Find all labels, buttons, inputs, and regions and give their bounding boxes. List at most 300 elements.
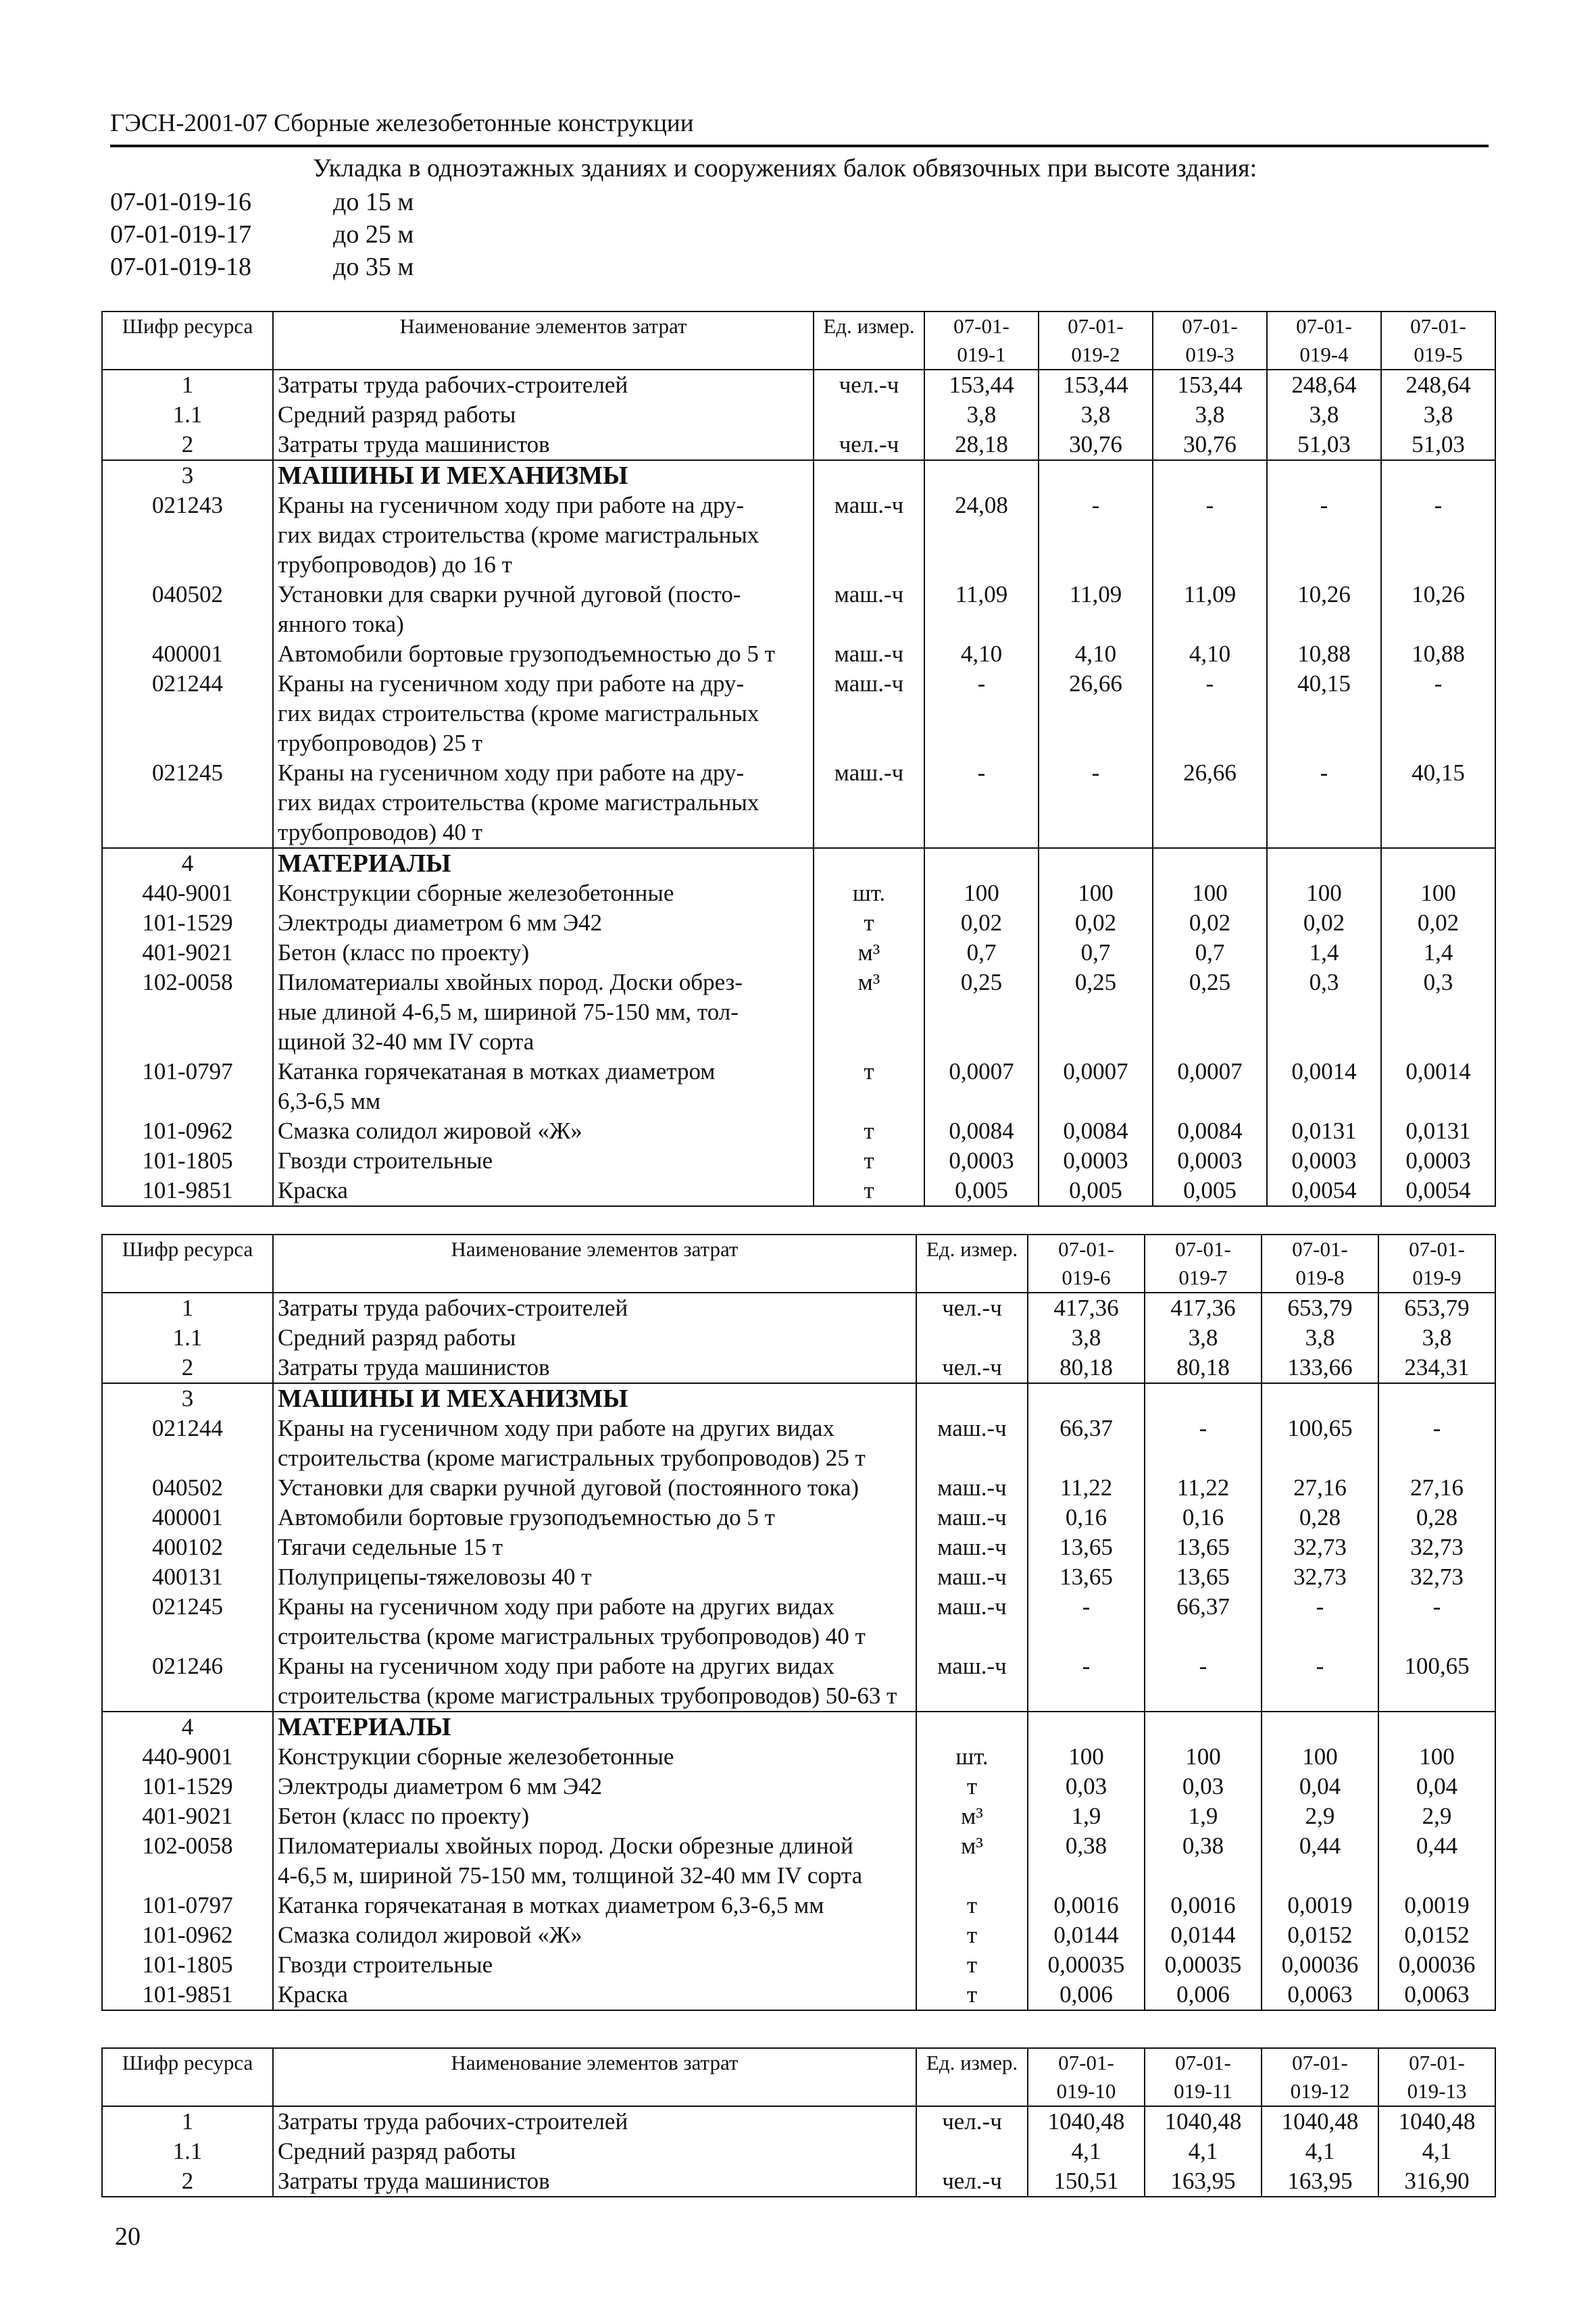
resource-code: 401-9021 xyxy=(102,938,273,968)
cost-element-line: Конструкции сборные железобетонные xyxy=(278,1743,674,1770)
resource-code: 1.1 xyxy=(102,400,273,430)
section-title xyxy=(273,1383,916,1414)
table-header-row xyxy=(102,1235,1495,1293)
value-cell: 100 xyxy=(1153,878,1267,908)
resource-code: 1 xyxy=(102,1293,273,1323)
unit-cell xyxy=(814,848,924,878)
table-row xyxy=(102,491,1495,580)
table-row xyxy=(102,2137,1495,2166)
cost-element-name xyxy=(273,1950,916,1980)
value-cell xyxy=(1153,848,1267,878)
value-cell: 3,8 xyxy=(1039,400,1153,430)
value-cell: 4,1 xyxy=(1145,2137,1262,2166)
resource-code: 101-1529 xyxy=(102,908,273,938)
value-cell: 0,04 xyxy=(1378,1772,1495,1801)
value-cell: 1040,48 xyxy=(1262,2106,1378,2137)
cost-element-line: Смазка солидол жировой «Ж» xyxy=(278,1118,582,1144)
unit-cell xyxy=(814,400,924,430)
value-cell: 1040,48 xyxy=(1028,2106,1145,2137)
column-header-norm xyxy=(1262,1235,1378,1293)
value-cell: 66,37 xyxy=(1028,1414,1145,1473)
value-cell: - xyxy=(1028,1651,1145,1712)
unit-cell: маш.-ч xyxy=(814,639,924,669)
value-cell: 40,15 xyxy=(1267,669,1381,758)
cost-element-name xyxy=(273,639,814,669)
unit-cell: шт. xyxy=(814,878,924,908)
cost-element-line: Автомобили бортовые грузоподъемностью до 5 т xyxy=(278,1504,775,1530)
document-header xyxy=(110,107,1489,147)
cost-element-line: Смазка солидол жировой «Ж» xyxy=(278,1922,582,1948)
value-cell: 0,0084 xyxy=(1153,1116,1267,1146)
unit-cell: чел.-ч xyxy=(814,430,924,460)
value-cell: 3,8 xyxy=(1381,400,1495,430)
column-header-line: 07-01- xyxy=(1409,2051,1465,2074)
resource-code: 3 xyxy=(102,1383,273,1414)
value-cell: 28,18 xyxy=(924,430,1039,460)
value-cell: 0,02 xyxy=(924,908,1039,938)
value-cell: 248,64 xyxy=(1381,370,1495,400)
column-header-line: 07-01- xyxy=(1410,314,1466,338)
table-row xyxy=(102,878,1495,908)
value-cell: 3,8 xyxy=(1145,1323,1262,1353)
unit-cell xyxy=(916,1712,1028,1742)
column-header-norm xyxy=(1145,2048,1262,2106)
unit-cell: шт. xyxy=(916,1742,1028,1772)
cost-element-name xyxy=(273,1503,916,1533)
cost-element-line: Средний разряд работы xyxy=(278,2138,516,2164)
resource-code: 040502 xyxy=(102,580,273,639)
cost-element-name xyxy=(273,1920,916,1950)
resource-code: 101-0962 xyxy=(102,1920,273,1950)
table-row xyxy=(102,1503,1495,1533)
value-cell: 0,006 xyxy=(1028,1980,1145,2010)
unit-cell: маш.-ч xyxy=(916,1592,1028,1651)
value-cell: 0,0003 xyxy=(1153,1146,1267,1176)
column-header-norm xyxy=(1039,312,1153,370)
unit-cell xyxy=(814,460,924,491)
value-cell: 11,09 xyxy=(1039,580,1153,639)
unit-cell: т xyxy=(916,1980,1028,2010)
unit-cell: маш.-ч xyxy=(814,580,924,639)
value-cell: 40,15 xyxy=(1381,758,1495,848)
unit-cell: маш.-ч xyxy=(814,491,924,580)
table-row xyxy=(102,1057,1495,1116)
unit-cell: м³ xyxy=(916,1831,1028,1891)
resource-code: 4 xyxy=(102,848,273,878)
column-header-line: 07-01- xyxy=(1175,1237,1231,1261)
value-cell: 10,26 xyxy=(1381,580,1495,639)
value-cell: 13,65 xyxy=(1145,1562,1262,1592)
value-cell: 0,0007 xyxy=(1153,1057,1267,1116)
cost-element-name xyxy=(273,2137,916,2166)
cost-element-line: Краны на гусеничном ходу при работе на других видах xyxy=(278,1415,834,1441)
value-cell: 0,00036 xyxy=(1262,1950,1378,1980)
value-cell: - xyxy=(1267,758,1381,848)
value-cell: 0,0131 xyxy=(1381,1116,1495,1146)
cost-element-line: гих видах строительства (кроме магистральных xyxy=(278,789,759,816)
value-cell: 133,66 xyxy=(1262,1353,1378,1383)
cost-element-name xyxy=(273,1057,814,1116)
resource-code: 2 xyxy=(102,1353,273,1383)
column-header-line: 07-01- xyxy=(1175,2051,1231,2074)
cost-element-name xyxy=(273,878,814,908)
value-cell: 0,0014 xyxy=(1381,1057,1495,1116)
value-cell: 27,16 xyxy=(1378,1473,1495,1503)
value-cell: - xyxy=(1039,491,1153,580)
unit-cell: маш.-ч xyxy=(814,758,924,848)
value-cell: 3,8 xyxy=(1028,1323,1145,1353)
cost-element-line: ные длиной 4-6,5 м, шириной 75-150 мм, тол- xyxy=(278,999,739,1025)
column-header-line: 019-4 xyxy=(1299,343,1349,366)
value-cell: 100,65 xyxy=(1262,1414,1378,1473)
value-cell: - xyxy=(924,758,1039,848)
cost-element-line: Краны на гусеничном ходу при работе на дру- xyxy=(278,760,745,786)
table-row xyxy=(102,1116,1495,1146)
norm-height-label: до 35 м xyxy=(333,253,414,281)
resource-code: 3 xyxy=(102,460,273,491)
table-row xyxy=(102,580,1495,639)
value-cell: 0,28 xyxy=(1262,1503,1378,1533)
cost-element-line: МАШИНЫ И МЕХАНИЗМЫ xyxy=(278,462,628,490)
value-cell: - xyxy=(1145,1414,1262,1473)
cost-element-line: Краны на гусеничном ходу при работе на других видах xyxy=(278,1593,834,1620)
resource-code: 021245 xyxy=(102,1592,273,1651)
column-header-cipher: Шифр ресурса xyxy=(102,2048,273,2106)
resource-code: 101-0797 xyxy=(102,1891,273,1920)
cost-element-line: Пиломатериалы хвойных пород. Доски обрез- xyxy=(278,969,743,995)
cost-element-name xyxy=(273,1742,916,1772)
cost-element-line: трубопроводов) 40 т xyxy=(278,819,482,845)
value-cell xyxy=(924,460,1039,491)
unit-cell: маш.-ч xyxy=(916,1503,1028,1533)
value-cell xyxy=(1267,460,1381,491)
value-cell: 0,006 xyxy=(1145,1980,1262,2010)
cost-element-name xyxy=(273,370,814,400)
column-header-line: 07-01- xyxy=(1292,1237,1348,1261)
value-cell: 3,8 xyxy=(1378,1323,1495,1353)
cost-element-line: Краска xyxy=(278,1177,348,1203)
value-cell: 316,90 xyxy=(1378,2166,1495,2197)
value-cell: 0,0007 xyxy=(924,1057,1039,1116)
table-row xyxy=(102,1473,1495,1503)
table-row xyxy=(102,968,1495,1057)
value-cell: 11,22 xyxy=(1028,1473,1145,1503)
value-cell: 32,73 xyxy=(1378,1533,1495,1562)
cost-element-line: Средний разряд работы xyxy=(278,1324,516,1351)
table-row xyxy=(102,669,1495,758)
column-header-line: 019-1 xyxy=(957,343,1006,366)
value-cell: 51,03 xyxy=(1381,430,1495,460)
value-cell xyxy=(1262,1383,1378,1414)
column-header-line: 07-01- xyxy=(1068,314,1124,338)
norm-code-row xyxy=(110,186,414,218)
cost-element-line: строительства (кроме магистральных трубопроводов) 40 т xyxy=(278,1623,866,1649)
value-cell: 0,38 xyxy=(1028,1831,1145,1891)
value-cell: - xyxy=(1378,1414,1495,1473)
table-row xyxy=(102,1651,1495,1712)
value-cell: 4,1 xyxy=(1378,2137,1495,2166)
cost-element-name xyxy=(273,938,814,968)
column-header-cipher: Шифр ресурса xyxy=(102,312,273,370)
value-cell: 1040,48 xyxy=(1378,2106,1495,2137)
unit-cell: т xyxy=(814,908,924,938)
value-cell: 0,02 xyxy=(1039,908,1153,938)
resource-code: 040502 xyxy=(102,1473,273,1503)
section-row xyxy=(102,1712,1495,1742)
value-cell: 32,73 xyxy=(1378,1562,1495,1592)
value-cell: 0,0063 xyxy=(1262,1980,1378,2010)
resource-code: 101-0797 xyxy=(102,1057,273,1116)
cost-element-line: Бетон (класс по проекту) xyxy=(278,939,530,966)
unit-cell: м³ xyxy=(916,1801,1028,1831)
cost-element-line: Катанка горячекатаная в мотках диаметром 6,3-6,5 мм xyxy=(278,1892,824,1918)
value-cell: 2,9 xyxy=(1378,1801,1495,1831)
cost-element-name xyxy=(273,1651,916,1712)
cost-element-name xyxy=(273,1533,916,1562)
column-header-norm xyxy=(1028,1235,1145,1293)
value-cell: - xyxy=(1378,1592,1495,1651)
value-cell xyxy=(1381,460,1495,491)
value-cell: - xyxy=(1153,491,1267,580)
resource-code: 4 xyxy=(102,1712,273,1742)
value-cell: 0,005 xyxy=(924,1176,1039,1206)
unit-cell: маш.-ч xyxy=(916,1533,1028,1562)
resource-code: 400102 xyxy=(102,1533,273,1562)
cost-element-line: Автомобили бортовые грузоподъемностью до 5 т xyxy=(278,641,775,667)
cost-element-name xyxy=(273,1146,814,1176)
resource-code: 021244 xyxy=(102,669,273,758)
unit-cell: т xyxy=(814,1057,924,1116)
cost-element-name xyxy=(273,2166,916,2197)
column-header-line: 07-01- xyxy=(1182,314,1238,338)
cost-element-line: Затраты труда рабочих-строителей xyxy=(278,2108,628,2135)
value-cell: 150,51 xyxy=(1028,2166,1145,2197)
value-cell: 10,88 xyxy=(1267,639,1381,669)
value-cell: - xyxy=(1381,669,1495,758)
column-header-line: 07-01- xyxy=(1296,314,1352,338)
value-cell: 0,02 xyxy=(1267,908,1381,938)
column-header-norm xyxy=(1028,2048,1145,2106)
cost-element-name xyxy=(273,491,814,580)
resource-code: 101-1805 xyxy=(102,1146,273,1176)
cost-element-line: Затраты труда машинистов xyxy=(278,1354,550,1380)
unit-cell: чел.-ч xyxy=(916,1353,1028,1383)
column-header-line: 019-13 xyxy=(1407,2079,1467,2103)
value-cell: 0,16 xyxy=(1028,1503,1145,1533)
value-cell: 0,02 xyxy=(1381,908,1495,938)
resource-code: 101-9851 xyxy=(102,1176,273,1206)
resource-code: 1.1 xyxy=(102,1323,273,1353)
cost-element-line: Катанка горячекатаная в мотках диаметром xyxy=(278,1058,716,1085)
value-cell: 0,03 xyxy=(1145,1772,1262,1801)
unit-cell: т xyxy=(916,1920,1028,1950)
table-header-row xyxy=(102,2048,1495,2106)
table-row xyxy=(102,758,1495,848)
value-cell: 100 xyxy=(1378,1742,1495,1772)
cost-element-line: гих видах строительства (кроме магистральных xyxy=(278,700,759,726)
value-cell: 26,66 xyxy=(1153,758,1267,848)
value-cell xyxy=(1145,1383,1262,1414)
cost-element-name xyxy=(273,1891,916,1920)
column-header-line: 019-10 xyxy=(1056,2079,1116,2103)
value-cell: 0,0003 xyxy=(924,1146,1039,1176)
resource-code: 102-0058 xyxy=(102,1831,273,1891)
value-cell: 0,25 xyxy=(924,968,1039,1057)
value-cell: 100 xyxy=(924,878,1039,908)
table-row xyxy=(102,2106,1495,2137)
column-header-name: Наименование элементов затрат xyxy=(273,312,814,370)
table-row xyxy=(102,1831,1495,1891)
value-cell xyxy=(1039,460,1153,491)
column-header-name: Наименование элементов затрат xyxy=(273,1235,916,1293)
section-title xyxy=(273,460,814,491)
norm-intro xyxy=(110,151,1495,293)
cost-element-line: Электроды диаметром 6 мм Э42 xyxy=(278,910,603,936)
unit-cell: маш.-ч xyxy=(916,1414,1028,1473)
cost-element-line: МАШИНЫ И МЕХАНИЗМЫ xyxy=(278,1385,628,1413)
unit-cell: чел.-ч xyxy=(916,2106,1028,2137)
cost-element-line: Электроды диаметром 6 мм Э42 xyxy=(278,1773,603,1799)
column-header-norm xyxy=(1267,312,1381,370)
cost-element-line: Установки для сварки ручной дуговой (постоянного тока) xyxy=(278,1474,859,1501)
resource-code: 400001 xyxy=(102,1503,273,1533)
value-cell: 0,02 xyxy=(1153,908,1267,938)
column-header-line: 019-12 xyxy=(1290,2079,1350,2103)
value-cell: - xyxy=(1262,1651,1378,1712)
cost-element-name xyxy=(273,400,814,430)
value-cell: 0,7 xyxy=(1039,938,1153,968)
table-row xyxy=(102,1742,1495,1772)
norm-height-label: до 25 м xyxy=(333,220,414,249)
value-cell: 3,8 xyxy=(924,400,1039,430)
value-cell: 234,31 xyxy=(1378,1353,1495,1383)
column-header-norm xyxy=(1381,312,1495,370)
resource-code: 400131 xyxy=(102,1562,273,1592)
unit-cell: маш.-ч xyxy=(814,669,924,758)
table-row xyxy=(102,430,1495,460)
unit-cell: т xyxy=(814,1176,924,1206)
cost-element-line: Краска xyxy=(278,1981,348,2008)
value-cell: 0,3 xyxy=(1267,968,1381,1057)
unit-cell: маш.-ч xyxy=(916,1562,1028,1592)
value-cell: 13,65 xyxy=(1028,1533,1145,1562)
value-cell: 0,0084 xyxy=(1039,1116,1153,1146)
value-cell: 653,79 xyxy=(1378,1293,1495,1323)
cost-element-name xyxy=(273,968,814,1057)
value-cell: 24,08 xyxy=(924,491,1039,580)
value-cell: 0,0016 xyxy=(1028,1891,1145,1920)
value-cell: 3,8 xyxy=(1267,400,1381,430)
table-row xyxy=(102,1293,1495,1323)
table-row xyxy=(102,1801,1495,1831)
value-cell: 4,10 xyxy=(924,639,1039,669)
value-cell: 66,37 xyxy=(1145,1592,1262,1651)
column-header-cipher: Шифр ресурса xyxy=(102,1235,273,1293)
value-cell: 10,88 xyxy=(1381,639,1495,669)
column-header-line: 07-01- xyxy=(1292,2051,1348,2074)
value-cell: 0,0131 xyxy=(1267,1116,1381,1146)
value-cell: 0,25 xyxy=(1153,968,1267,1057)
value-cell: 30,76 xyxy=(1039,430,1153,460)
cost-element-name xyxy=(273,430,814,460)
value-cell: 4,10 xyxy=(1153,639,1267,669)
column-header-norm xyxy=(1262,2048,1378,2106)
value-cell: 0,0003 xyxy=(1267,1146,1381,1176)
norm-code-row xyxy=(110,251,414,282)
resource-table-1 xyxy=(101,311,1496,1207)
unit-cell: чел.-ч xyxy=(814,370,924,400)
value-cell: 10,26 xyxy=(1267,580,1381,639)
value-cell: - xyxy=(1262,1592,1378,1651)
table-row xyxy=(102,1562,1495,1592)
value-cell: 0,0054 xyxy=(1267,1176,1381,1206)
value-cell: 0,0003 xyxy=(1381,1146,1495,1176)
cost-element-name xyxy=(273,1414,916,1473)
section-row xyxy=(102,848,1495,878)
value-cell: 11,22 xyxy=(1145,1473,1262,1503)
resource-code: 101-1805 xyxy=(102,1950,273,1980)
resource-code: 1.1 xyxy=(102,2137,273,2166)
page-number: 20 xyxy=(115,2222,141,2251)
cost-element-line: Гвозди строительные xyxy=(278,1147,493,1174)
resource-code: 1 xyxy=(102,370,273,400)
value-cell: 653,79 xyxy=(1262,1293,1378,1323)
value-cell xyxy=(1267,848,1381,878)
value-cell: 100 xyxy=(1145,1742,1262,1772)
value-cell: 0,0144 xyxy=(1145,1920,1262,1950)
value-cell: 4,1 xyxy=(1028,2137,1145,2166)
cost-element-name xyxy=(273,669,814,758)
value-cell: 80,18 xyxy=(1028,1353,1145,1383)
table-row xyxy=(102,2166,1495,2197)
unit-cell: чел.-ч xyxy=(916,1293,1028,1323)
unit-cell: т xyxy=(916,1891,1028,1920)
value-cell: 51,03 xyxy=(1267,430,1381,460)
column-header-unit: Ед. измер. xyxy=(916,2048,1028,2106)
cost-element-line: Бетон (класс по проекту) xyxy=(278,1803,530,1829)
value-cell: 30,76 xyxy=(1153,430,1267,460)
cost-element-line: трубопроводов) 25 т xyxy=(278,730,482,756)
value-cell: 0,0084 xyxy=(924,1116,1039,1146)
value-cell: 32,73 xyxy=(1262,1533,1378,1562)
value-cell xyxy=(1262,1712,1378,1742)
value-cell: 1,9 xyxy=(1028,1801,1145,1831)
value-cell xyxy=(1145,1712,1262,1742)
value-cell: 100 xyxy=(1381,878,1495,908)
value-cell: 0,00035 xyxy=(1145,1950,1262,1980)
unit-cell: чел.-ч xyxy=(916,2166,1028,2197)
value-cell: 0,0016 xyxy=(1145,1891,1262,1920)
cost-element-line: Краны на гусеничном ходу при работе на дру- xyxy=(278,492,745,518)
value-cell xyxy=(1378,1712,1495,1742)
cost-element-line: 4-6,5 м, шириной 75-150 мм, толщиной 32-40 мм IV сорта xyxy=(278,1862,863,1889)
resource-code: 440-9001 xyxy=(102,878,273,908)
norm-code: 07-01-019-16 xyxy=(110,188,251,216)
value-cell: 0,04 xyxy=(1262,1772,1378,1801)
value-cell: 163,95 xyxy=(1145,2166,1262,2197)
value-cell: 0,0144 xyxy=(1028,1920,1145,1950)
cost-element-name xyxy=(273,1562,916,1592)
column-header-line: 019-7 xyxy=(1178,1266,1228,1289)
resource-code: 401-9021 xyxy=(102,1801,273,1831)
column-header-line: 07-01- xyxy=(1058,1237,1114,1261)
cost-element-line: гих видах строительства (кроме магистральных xyxy=(278,522,759,548)
cost-element-line: Конструкции сборные железобетонные xyxy=(278,880,674,906)
cost-element-name xyxy=(273,1772,916,1801)
resource-code: 101-0962 xyxy=(102,1116,273,1146)
cost-element-name xyxy=(273,1323,916,1353)
resource-table-2 xyxy=(101,1234,1496,2011)
